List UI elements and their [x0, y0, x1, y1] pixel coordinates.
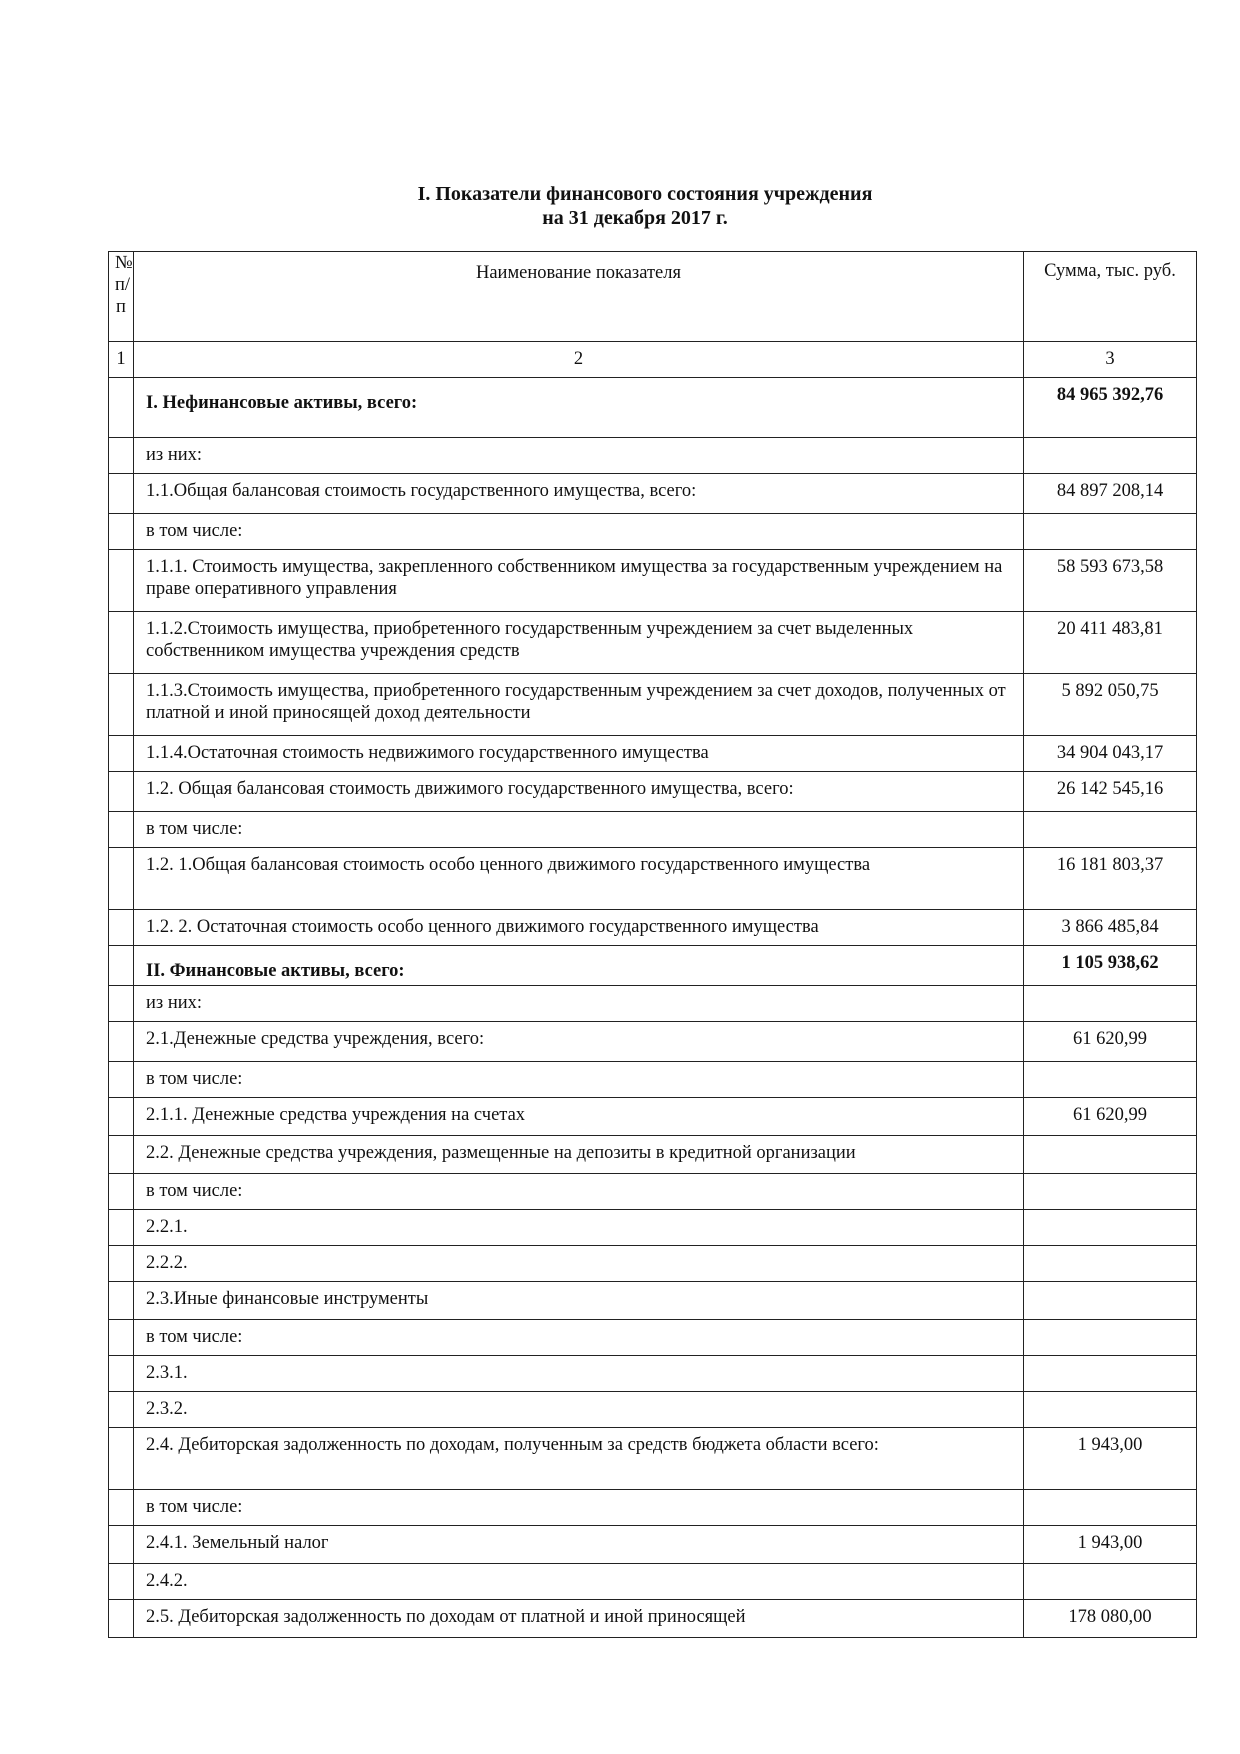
row-number-cell: [109, 848, 134, 910]
amount-cell: 61 620,99: [1024, 1098, 1197, 1136]
amount-cell: [1024, 1210, 1197, 1246]
row-number-cell: [109, 946, 134, 986]
table-row: [109, 1282, 1197, 1320]
amount-cell: 1 943,00: [1024, 1428, 1197, 1490]
indicator-name-cell: 1.2. 2. Остаточная стоимость особо ценного движимого государственного имущества: [134, 910, 1024, 946]
header-name: Наименование показателя: [134, 252, 1024, 342]
indicator-name-cell: 1.1.4.Остаточная стоимость недвижимого государственного имущества: [134, 736, 1024, 772]
indicator-name-cell: 1.1.1. Стоимость имущества, закрепленного собственником имущества за государственным учреждением на праве оперативного управления: [134, 550, 1024, 612]
indicator-name-cell: 2.5. Дебиторская задолженность по доходам от платной и иной приносящей: [134, 1600, 1024, 1638]
row-number-cell: [109, 910, 134, 946]
indicator-name-cell: 1.2. Общая балансовая стоимость движимого государственного имущества, всего:: [134, 772, 1024, 812]
table-row: [109, 514, 1197, 550]
table-row: [109, 1356, 1197, 1392]
table-row: [109, 550, 1197, 612]
table-row: [109, 1246, 1197, 1282]
indicator-name-cell: 2.2.2.: [134, 1246, 1024, 1282]
amount-cell: 61 620,99: [1024, 1022, 1197, 1062]
amount-cell: 84 965 392,76: [1024, 378, 1197, 438]
financial-indicators-table: [108, 251, 1197, 1638]
amount-cell: 58 593 673,58: [1024, 550, 1197, 612]
table-row: [109, 438, 1197, 474]
indicator-name-cell: 2.3.2.: [134, 1392, 1024, 1428]
amount-cell: 178 080,00: [1024, 1600, 1197, 1638]
table-row: [109, 1062, 1197, 1098]
row-number-cell: [109, 1282, 134, 1320]
header-number: № п/п: [109, 252, 134, 342]
indicator-name-cell: в том числе:: [134, 1490, 1024, 1526]
table-row: [109, 378, 1197, 438]
amount-cell: [1024, 1564, 1197, 1600]
amount-cell: 34 904 043,17: [1024, 736, 1197, 772]
amount-cell: 3 866 485,84: [1024, 910, 1197, 946]
amount-cell: [1024, 514, 1197, 550]
indicator-name-cell: 2.3.Иные финансовые инструменты: [134, 1282, 1024, 1320]
amount-cell: [1024, 1062, 1197, 1098]
indicator-name-cell: 1.1.Общая балансовая стоимость государственного имущества, всего:: [134, 474, 1024, 514]
table-row: [109, 848, 1197, 910]
header-row: [109, 252, 1197, 342]
table-row: [109, 986, 1197, 1022]
row-number-cell: [109, 812, 134, 848]
table-row: [109, 1600, 1197, 1638]
indicator-name-cell: в том числе:: [134, 1062, 1024, 1098]
row-number-cell: [109, 474, 134, 514]
row-number-cell: [109, 438, 134, 474]
indicator-name-cell: 2.4.1. Земельный налог: [134, 1526, 1024, 1564]
table-body: [109, 378, 1197, 1638]
table-row: [109, 1210, 1197, 1246]
row-number-cell: [109, 1210, 134, 1246]
table-row: [109, 812, 1197, 848]
indicator-name-cell: 2.2. Денежные средства учреждения, размещенные на депозиты в кредитной организации: [134, 1136, 1024, 1174]
amount-cell: [1024, 1282, 1197, 1320]
table-row: [109, 1098, 1197, 1136]
row-number-cell: [109, 674, 134, 736]
row-number-cell: [109, 612, 134, 674]
table-row: [109, 1320, 1197, 1356]
amount-cell: [1024, 1490, 1197, 1526]
index-col-2: 2: [134, 342, 1024, 378]
indicator-name-cell: II. Финансовые активы, всего:: [134, 946, 1024, 986]
table-row: [109, 1490, 1197, 1526]
indicator-name-cell: 2.2.1.: [134, 1210, 1024, 1246]
amount-cell: 84 897 208,14: [1024, 474, 1197, 514]
row-number-cell: [109, 1136, 134, 1174]
row-number-cell: [109, 772, 134, 812]
indicator-name-cell: в том числе:: [134, 1174, 1024, 1210]
indicator-name-cell: из них:: [134, 986, 1024, 1022]
amount-cell: [1024, 438, 1197, 474]
indicator-name-cell: 2.3.1.: [134, 1356, 1024, 1392]
amount-cell: [1024, 1246, 1197, 1282]
amount-cell: [1024, 1356, 1197, 1392]
table-row: [109, 910, 1197, 946]
indicator-name-cell: в том числе:: [134, 514, 1024, 550]
indicator-name-cell: в том числе:: [134, 812, 1024, 848]
index-col-1: 1: [109, 342, 134, 378]
indicator-name-cell: в том числе:: [134, 1320, 1024, 1356]
table-row: [109, 1174, 1197, 1210]
index-col-3: 3: [1024, 342, 1197, 378]
indicator-name-cell: 2.1.Денежные средства учреждения, всего:: [134, 1022, 1024, 1062]
row-number-cell: [109, 1022, 134, 1062]
row-number-cell: [109, 1490, 134, 1526]
indicator-name-cell: I. Нефинансовые активы, всего:: [134, 378, 1024, 438]
amount-cell: 1 943,00: [1024, 1526, 1197, 1564]
row-number-cell: [109, 1392, 134, 1428]
indicator-name-cell: 2.1.1. Денежные средства учреждения на счетах: [134, 1098, 1024, 1136]
table-row: [109, 736, 1197, 772]
row-number-cell: [109, 986, 134, 1022]
row-number-cell: [109, 1428, 134, 1490]
table-row: [109, 946, 1197, 986]
row-number-cell: [109, 1600, 134, 1638]
table-row: [109, 1136, 1197, 1174]
indicator-name-cell: 2.4. Дебиторская задолженность по доходам, полученным за средств бюджета области всего:: [134, 1428, 1024, 1490]
row-number-cell: [109, 736, 134, 772]
document-title: [0, 182, 1240, 230]
amount-cell: [1024, 1320, 1197, 1356]
amount-cell: [1024, 1136, 1197, 1174]
row-number-cell: [109, 1174, 134, 1210]
amount-cell: 5 892 050,75: [1024, 674, 1197, 736]
table-row: [109, 1564, 1197, 1600]
amount-cell: [1024, 1174, 1197, 1210]
indicator-name-cell: 2.4.2.: [134, 1564, 1024, 1600]
row-number-cell: [109, 514, 134, 550]
row-number-cell: [109, 1246, 134, 1282]
row-number-cell: [109, 1526, 134, 1564]
indicator-name-cell: из них:: [134, 438, 1024, 474]
table-row: [109, 772, 1197, 812]
amount-cell: 20 411 483,81: [1024, 612, 1197, 674]
row-number-cell: [109, 1564, 134, 1600]
title-line-1: I. Показатели финансового состояния учреждения: [417, 183, 873, 205]
table-row: [109, 1022, 1197, 1062]
header-sum: Сумма, тыс. руб.: [1024, 252, 1197, 342]
row-number-cell: [109, 1356, 134, 1392]
amount-cell: 16 181 803,37: [1024, 848, 1197, 910]
indicator-name-cell: 1.2. 1.Общая балансовая стоимость особо ценного движимого государственного имущества: [134, 848, 1024, 910]
index-row: [109, 342, 1197, 378]
table-row: [109, 1392, 1197, 1428]
amount-cell: [1024, 812, 1197, 848]
title-line-2: на 31 декабря 2017 г.: [542, 207, 728, 229]
amount-cell: [1024, 1392, 1197, 1428]
table-row: [109, 1526, 1197, 1564]
table-row: [109, 674, 1197, 736]
table-row: [109, 474, 1197, 514]
table-row: [109, 1428, 1197, 1490]
indicator-name-cell: 1.1.2.Стоимость имущества, приобретенного государственным учреждением за счет выделенных собственником имущества учреждения средств: [134, 612, 1024, 674]
amount-cell: [1024, 986, 1197, 1022]
row-number-cell: [109, 1062, 134, 1098]
row-number-cell: [109, 1320, 134, 1356]
table-row: [109, 612, 1197, 674]
amount-cell: 26 142 545,16: [1024, 772, 1197, 812]
row-number-cell: [109, 550, 134, 612]
row-number-cell: [109, 378, 134, 438]
amount-cell: 1 105 938,62: [1024, 946, 1197, 986]
row-number-cell: [109, 1098, 134, 1136]
indicator-name-cell: 1.1.3.Стоимость имущества, приобретенного государственным учреждением за счет доходов, полученных от платной и иной приносящей доход деятельности: [134, 674, 1024, 736]
